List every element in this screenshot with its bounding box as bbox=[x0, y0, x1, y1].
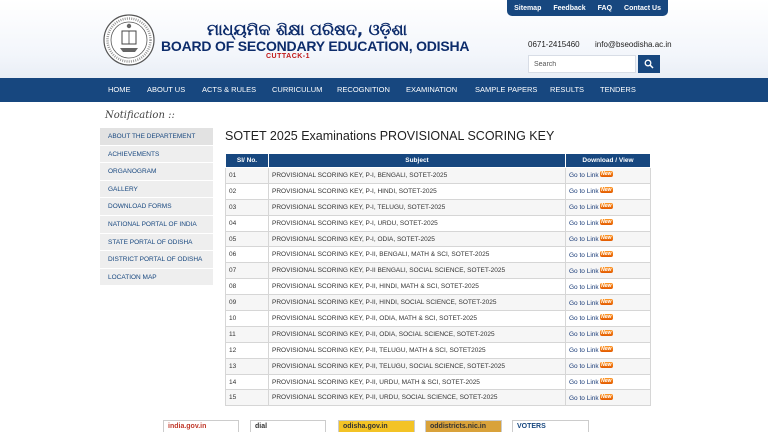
row-subject: PROVISIONAL SCORING KEY, P-I, HINDI, SOTET-2025 bbox=[269, 183, 566, 199]
table-row bbox=[226, 168, 651, 184]
table-row bbox=[226, 279, 651, 295]
row-subject: PROVISIONAL SCORING KEY, P-II, BENGALI, MATH & SCI, SOTET-2025 bbox=[269, 247, 566, 263]
go-to-link[interactable]: Go to Link bbox=[569, 283, 599, 291]
main-nav bbox=[0, 78, 768, 102]
go-to-link[interactable]: Go to Link bbox=[569, 220, 599, 228]
row-download-cell bbox=[566, 199, 651, 215]
site-header bbox=[0, 0, 768, 78]
table-header-row bbox=[226, 154, 651, 168]
sidebar-item-download-forms[interactable]: DOWNLOAD FORMS bbox=[100, 198, 213, 216]
search-input[interactable] bbox=[528, 55, 636, 73]
row-download-cell bbox=[566, 342, 651, 358]
row-download-cell bbox=[566, 168, 651, 184]
row-subject: PROVISIONAL SCORING KEY, P-II BENGALI, SOCIAL SCIENCE, SOTET-2025 bbox=[269, 263, 566, 279]
row-serial: 12 bbox=[226, 342, 269, 358]
new-badge-icon: New bbox=[601, 266, 612, 273]
go-to-link[interactable]: Go to Link bbox=[569, 347, 599, 355]
table-row bbox=[226, 374, 651, 390]
nav-home[interactable]: HOME bbox=[108, 85, 131, 94]
new-badge-icon: New bbox=[601, 203, 612, 210]
row-download-cell bbox=[566, 390, 651, 406]
row-serial: 08 bbox=[226, 279, 269, 295]
go-to-link[interactable]: Go to Link bbox=[569, 204, 599, 212]
row-subject: PROVISIONAL SCORING KEY, P-II, TELUGU, MATH & SCI, SOTET2025 bbox=[269, 342, 566, 358]
phone-number: 0671-2415460 bbox=[528, 40, 580, 49]
scoring-key-table bbox=[225, 153, 651, 406]
india-gov-logo[interactable]: india.gov.in bbox=[163, 420, 239, 432]
new-badge-icon: New bbox=[601, 282, 612, 289]
row-subject: PROVISIONAL SCORING KEY, P-II, ODIA, MATH & SCI, SOTET-2025 bbox=[269, 311, 566, 327]
row-serial: 02 bbox=[226, 183, 269, 199]
row-subject: PROVISIONAL SCORING KEY, P-II, TELUGU, SOCIAL SCIENCE, SOTET-2025 bbox=[269, 358, 566, 374]
table-row bbox=[226, 342, 651, 358]
row-download-cell bbox=[566, 326, 651, 342]
contact-us-link[interactable]: Contact Us bbox=[624, 4, 661, 12]
table-row bbox=[226, 390, 651, 406]
row-download-cell bbox=[566, 279, 651, 295]
voters-logo[interactable]: VOTERS bbox=[512, 420, 589, 432]
go-to-link[interactable]: Go to Link bbox=[569, 394, 599, 402]
nav-sample-papers[interactable]: SAMPLE PAPERS bbox=[475, 85, 538, 94]
go-to-link[interactable]: Go to Link bbox=[569, 188, 599, 196]
nav-about-us[interactable]: ABOUT US bbox=[147, 85, 186, 94]
row-serial: 13 bbox=[226, 358, 269, 374]
page-title: SOTET 2025 Examinations PROVISIONAL SCORING KEY bbox=[225, 129, 555, 143]
new-badge-icon: New bbox=[601, 171, 612, 178]
sidebar-item-state-portal[interactable]: STATE PORTAL OF ODISHA bbox=[100, 234, 213, 252]
faq-link[interactable]: FAQ bbox=[597, 4, 613, 12]
column-header-download: Download / View bbox=[566, 154, 651, 168]
go-to-link[interactable]: Go to Link bbox=[569, 331, 599, 339]
sidebar-item-about-department[interactable]: ABOUT THE DEPARTEMENT bbox=[100, 128, 213, 146]
sidebar-item-organogram[interactable]: ORGANOGRAM bbox=[100, 163, 213, 181]
row-download-cell bbox=[566, 263, 651, 279]
row-serial: 04 bbox=[226, 215, 269, 231]
email-address: info@bseodisha.ac.in bbox=[595, 40, 672, 49]
row-download-cell bbox=[566, 215, 651, 231]
row-serial: 07 bbox=[226, 263, 269, 279]
table-row bbox=[226, 311, 651, 327]
header-title-english: BOARD OF SECONDARY EDUCATION, ODISHA bbox=[161, 38, 470, 54]
feedback-link[interactable]: Feedback bbox=[553, 4, 586, 12]
header-subtitle: CUTTACK-1 bbox=[266, 53, 311, 60]
row-subject: PROVISIONAL SCORING KEY, P-I, BENGALI, SOTET-2025 bbox=[269, 168, 566, 184]
go-to-link[interactable]: Go to Link bbox=[569, 251, 599, 259]
table-row bbox=[226, 199, 651, 215]
go-to-link[interactable]: Go to Link bbox=[569, 379, 599, 387]
new-badge-icon: New bbox=[601, 330, 612, 337]
go-to-link[interactable]: Go to Link bbox=[569, 172, 599, 180]
notification-label: Notification :: bbox=[105, 110, 175, 121]
new-badge-icon: New bbox=[601, 250, 612, 257]
search-icon bbox=[644, 59, 654, 69]
row-serial: 03 bbox=[226, 199, 269, 215]
top-links-bar bbox=[507, 0, 668, 16]
table-row bbox=[226, 247, 651, 263]
nav-acts-rules[interactable]: ACTS & RULES bbox=[202, 85, 257, 94]
row-subject: PROVISIONAL SCORING KEY, P-II, ODIA, SOCIAL SCIENCE, SOTET-2025 bbox=[269, 326, 566, 342]
table-row bbox=[226, 215, 651, 231]
row-serial: 15 bbox=[226, 390, 269, 406]
row-subject: PROVISIONAL SCORING KEY, P-II, HINDI, MATH & SCI, SOTET-2025 bbox=[269, 279, 566, 295]
go-to-link[interactable]: Go to Link bbox=[569, 363, 599, 371]
board-emblem-logo[interactable] bbox=[103, 14, 155, 66]
nav-examination[interactable]: EXAMINATION bbox=[406, 85, 458, 94]
row-download-cell bbox=[566, 295, 651, 311]
row-subject: PROVISIONAL SCORING KEY, P-I, URDU, SOTET-2025 bbox=[269, 215, 566, 231]
sidebar-item-national-portal[interactable]: NATIONAL PORTAL OF INDIA bbox=[100, 216, 213, 234]
footer-logo-strip bbox=[0, 420, 768, 432]
sitemap-link[interactable]: Sitemap bbox=[514, 4, 542, 12]
row-subject: PROVISIONAL SCORING KEY, P-I, TELUGU, SOTET-2025 bbox=[269, 199, 566, 215]
new-badge-icon: New bbox=[601, 362, 612, 369]
row-download-cell bbox=[566, 374, 651, 390]
sidebar-item-location-map[interactable]: LOCATION MAP bbox=[100, 269, 213, 287]
new-badge-icon: New bbox=[601, 378, 612, 385]
sidebar-item-district-portal[interactable]: DISTRICT PORTAL OF ODISHA bbox=[100, 251, 213, 269]
row-serial: 05 bbox=[226, 231, 269, 247]
nav-tenders[interactable]: TENDERS bbox=[600, 85, 636, 94]
table-row bbox=[226, 295, 651, 311]
row-serial: 11 bbox=[226, 326, 269, 342]
odisha-gov-logo[interactable]: odisha.gov.in bbox=[338, 420, 415, 432]
row-download-cell bbox=[566, 358, 651, 374]
oddistricts-logo[interactable]: oddistricts.nic.in bbox=[425, 420, 502, 432]
column-header-sl-no: Sl/ No. bbox=[226, 154, 269, 168]
row-serial: 10 bbox=[226, 311, 269, 327]
new-badge-icon: New bbox=[601, 219, 612, 226]
header-title-odia: ମାଧ୍ୟମିକ ଶିକ୍ଷା ପରିଷଦ, ଓଡ଼ିଶା bbox=[207, 20, 408, 39]
row-serial: 14 bbox=[226, 374, 269, 390]
row-download-cell bbox=[566, 183, 651, 199]
nav-recognition[interactable]: RECOGNITION bbox=[337, 85, 390, 94]
row-serial: 06 bbox=[226, 247, 269, 263]
row-subject: PROVISIONAL SCORING KEY, P-I, ODIA, SOTET-2025 bbox=[269, 231, 566, 247]
table-row bbox=[226, 358, 651, 374]
table-row bbox=[226, 326, 651, 342]
dial-logo[interactable]: dial bbox=[250, 420, 326, 432]
new-badge-icon: New bbox=[601, 235, 612, 241]
table-row bbox=[226, 231, 651, 247]
go-to-link[interactable]: Go to Link bbox=[569, 299, 599, 307]
sidebar-menu bbox=[100, 128, 213, 286]
nav-curriculum[interactable]: CURRICULUM bbox=[272, 85, 323, 94]
new-badge-icon: New bbox=[601, 314, 612, 321]
table-row bbox=[226, 263, 651, 279]
search-button[interactable] bbox=[638, 55, 660, 73]
column-header-subject: Subject bbox=[269, 154, 566, 168]
row-subject: PROVISIONAL SCORING KEY, P-II, URDU, SOCIAL SCIENCE, SOTET-2025 bbox=[269, 390, 566, 406]
nav-results[interactable]: RESULTS bbox=[550, 85, 585, 94]
row-serial: 01 bbox=[226, 168, 269, 184]
new-badge-icon: New bbox=[601, 346, 612, 353]
new-badge-icon: New bbox=[601, 298, 612, 305]
sidebar-item-achievements[interactable]: ACHIEVEMENTS bbox=[100, 146, 213, 164]
go-to-link[interactable]: Go to Link bbox=[569, 236, 599, 243]
table-row bbox=[226, 183, 651, 199]
row-download-cell bbox=[566, 231, 651, 247]
row-download-cell bbox=[566, 311, 651, 327]
row-subject: PROVISIONAL SCORING KEY, P-II, HINDI, SOCIAL SCIENCE, SOTET-2025 bbox=[269, 295, 566, 311]
new-badge-icon: New bbox=[601, 393, 612, 400]
row-download-cell bbox=[566, 247, 651, 263]
new-badge-icon: New bbox=[601, 187, 612, 194]
go-to-link[interactable]: Go to Link bbox=[569, 267, 599, 275]
sidebar-item-gallery[interactable]: GALLERY bbox=[100, 181, 213, 199]
row-subject: PROVISIONAL SCORING KEY, P-II, URDU, MATH & SCI, SOTET-2025 bbox=[269, 374, 566, 390]
row-serial: 09 bbox=[226, 295, 269, 311]
go-to-link[interactable]: Go to Link bbox=[569, 315, 599, 323]
